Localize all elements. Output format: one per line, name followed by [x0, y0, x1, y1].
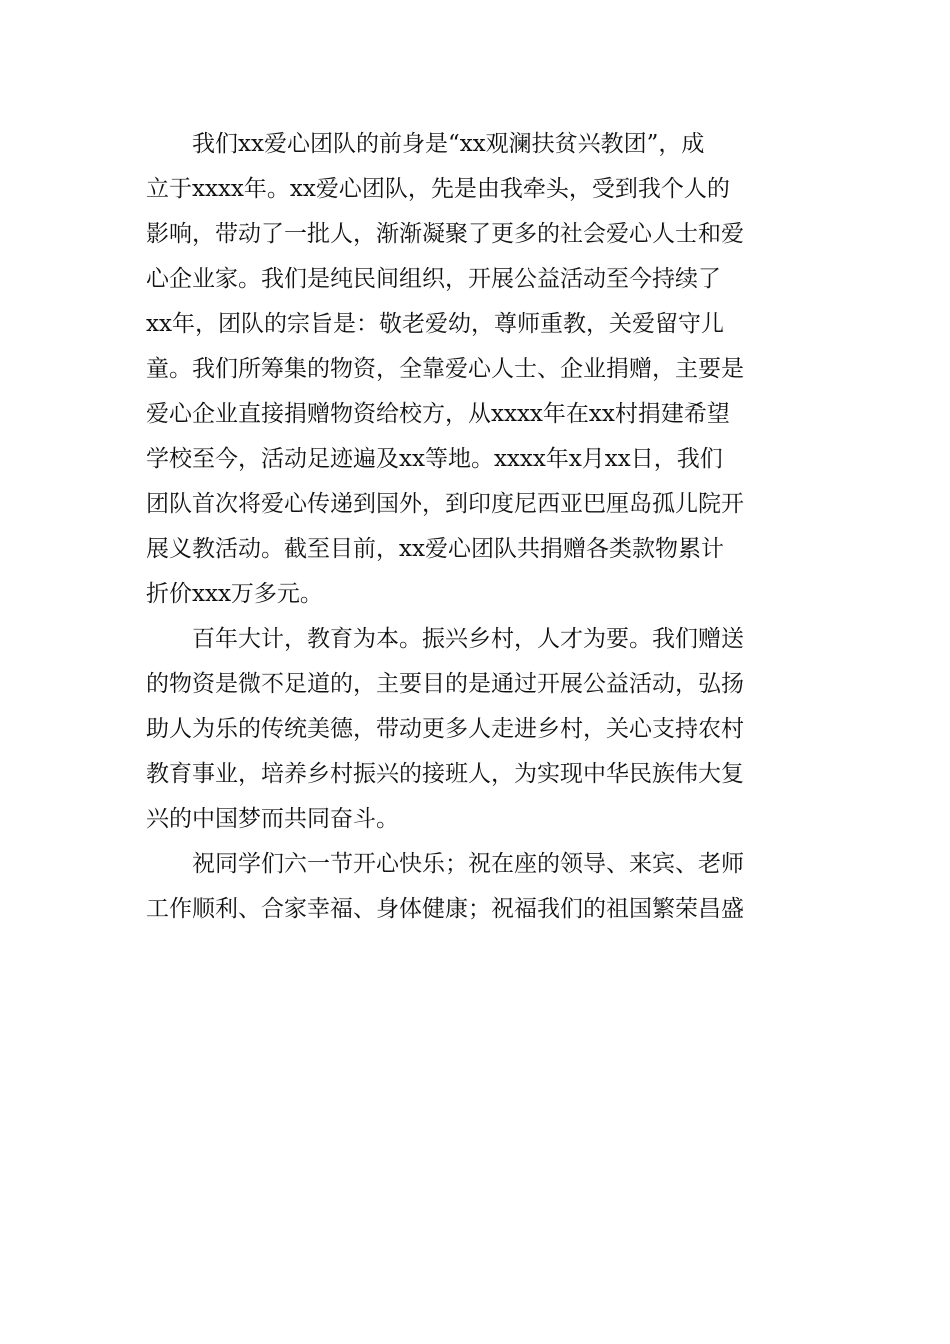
document-body — [146, 122, 806, 932]
paragraph-team-history: 我们xx爱心团队的前身是“xx观澜扶贫兴教团”，成 立于xxxx年。xx爱心团队，先是由我牵头，受到我个人的 影响，带动了一批人，渐渐凝聚了更多的社会爱心人士和爱 心企业家。我们是纯民间组织，开展公益活动至今持续了 xx年，团队的宗旨是：敬老爱幼，尊师重教，关爱留守儿 童。我们所筹集的物资，全靠爱心人士、企业捐赠，主要是 爱心企业直接捐赠物资给校方，从xxxx年在xx村捐建希望 学校至今，活动足迹遍及xx等地。xxxx年x月xx日，我们 团队首次将爱心传递到国外，到印度尼西亚巴厘岛孤儿院开 展义教活动。截至目前，xx爱心团队共捐赠各类款物累计 折价xxx万多元。 — [146, 131, 744, 607]
paragraph-closing-wishes: 祝同学们六一节开心快乐；祝在座的领导、来宾、老师 工作顺利、合家幸福、身体健康；祝福我们的祖国繁荣昌盛 — [146, 851, 744, 922]
paragraph-education-mission: 百年大计，教育为本。振兴乡村，人才为要。我们赠送 的物资是微不足道的，主要目的是通过开展公益活动，弘扬 助人为乐的传统美德，带动更多人走进乡村，关心支持农村 教育事业，培养乡村振兴的接班人，为实现中华民族伟大复 兴的中国梦而共同奋斗。 — [146, 626, 744, 832]
